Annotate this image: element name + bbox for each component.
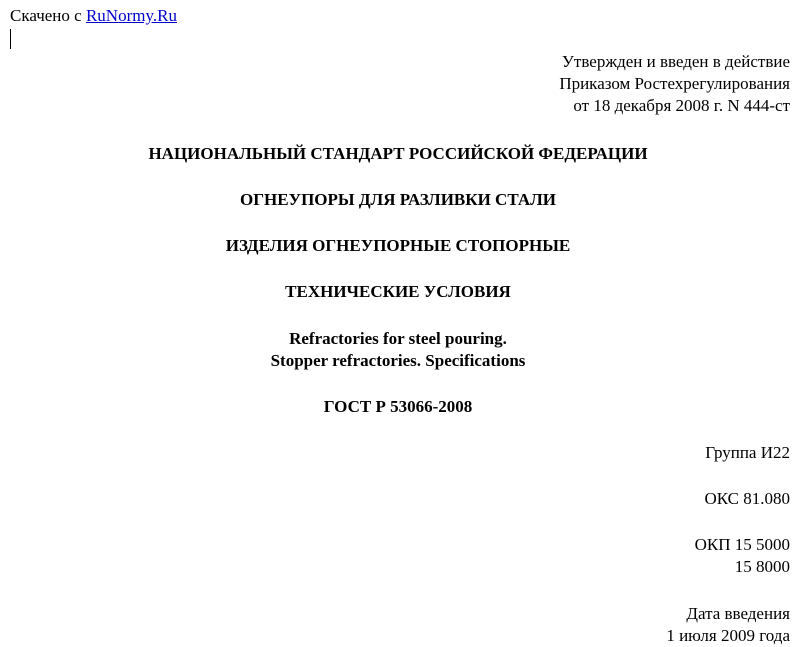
category-title: ОГНЕУПОРЫ ДЛЯ РАЗЛИВКИ СТАЛИ — [240, 190, 556, 209]
okp-code-block — [695, 534, 790, 578]
approval-line-1: Утвержден и введен в действие — [561, 52, 790, 71]
product-title: ИЗДЕЛИЯ ОГНЕУПОРНЫЕ СТОПОРНЫЕ — [225, 236, 571, 255]
text-caret — [10, 29, 11, 49]
spec-title: ТЕХНИЧЕСКИЕ УСЛОВИЯ — [285, 282, 511, 301]
approval-line-3: от 18 декабря 2008 г. N 444-ст — [573, 96, 790, 115]
introduction-label: Дата введения — [686, 604, 790, 623]
source-link[interactable]: RuNormy.Ru — [85, 6, 177, 25]
english-title-line-1: Refractories for steel pouring. — [289, 329, 507, 348]
english-title — [0, 328, 796, 372]
okp-code-line-2: 15 8000 — [734, 557, 790, 576]
group-code: Группа И22 — [705, 443, 790, 462]
introduction-date: 1 июля 2009 года — [666, 626, 790, 645]
english-title-line-2: Stopper refractories. Specifications — [270, 351, 526, 370]
gost-code: ГОСТ Р 53066-2008 — [323, 397, 473, 416]
national-standard-title: НАЦИОНАЛЬНЫЙ СТАНДАРТ РОССИЙСКОЙ ФЕДЕРАЦИИ — [148, 144, 648, 163]
introduction-date-block — [666, 603, 790, 647]
approval-block — [559, 51, 790, 117]
source-prefix: Скачено с — [10, 6, 86, 25]
okp-code-line-1: ОКП 15 5000 — [694, 535, 790, 554]
approval-line-2: Приказом Ростехрегулирования — [559, 74, 790, 93]
source-line — [10, 6, 177, 26]
oks-code: ОКС 81.080 — [704, 489, 790, 508]
